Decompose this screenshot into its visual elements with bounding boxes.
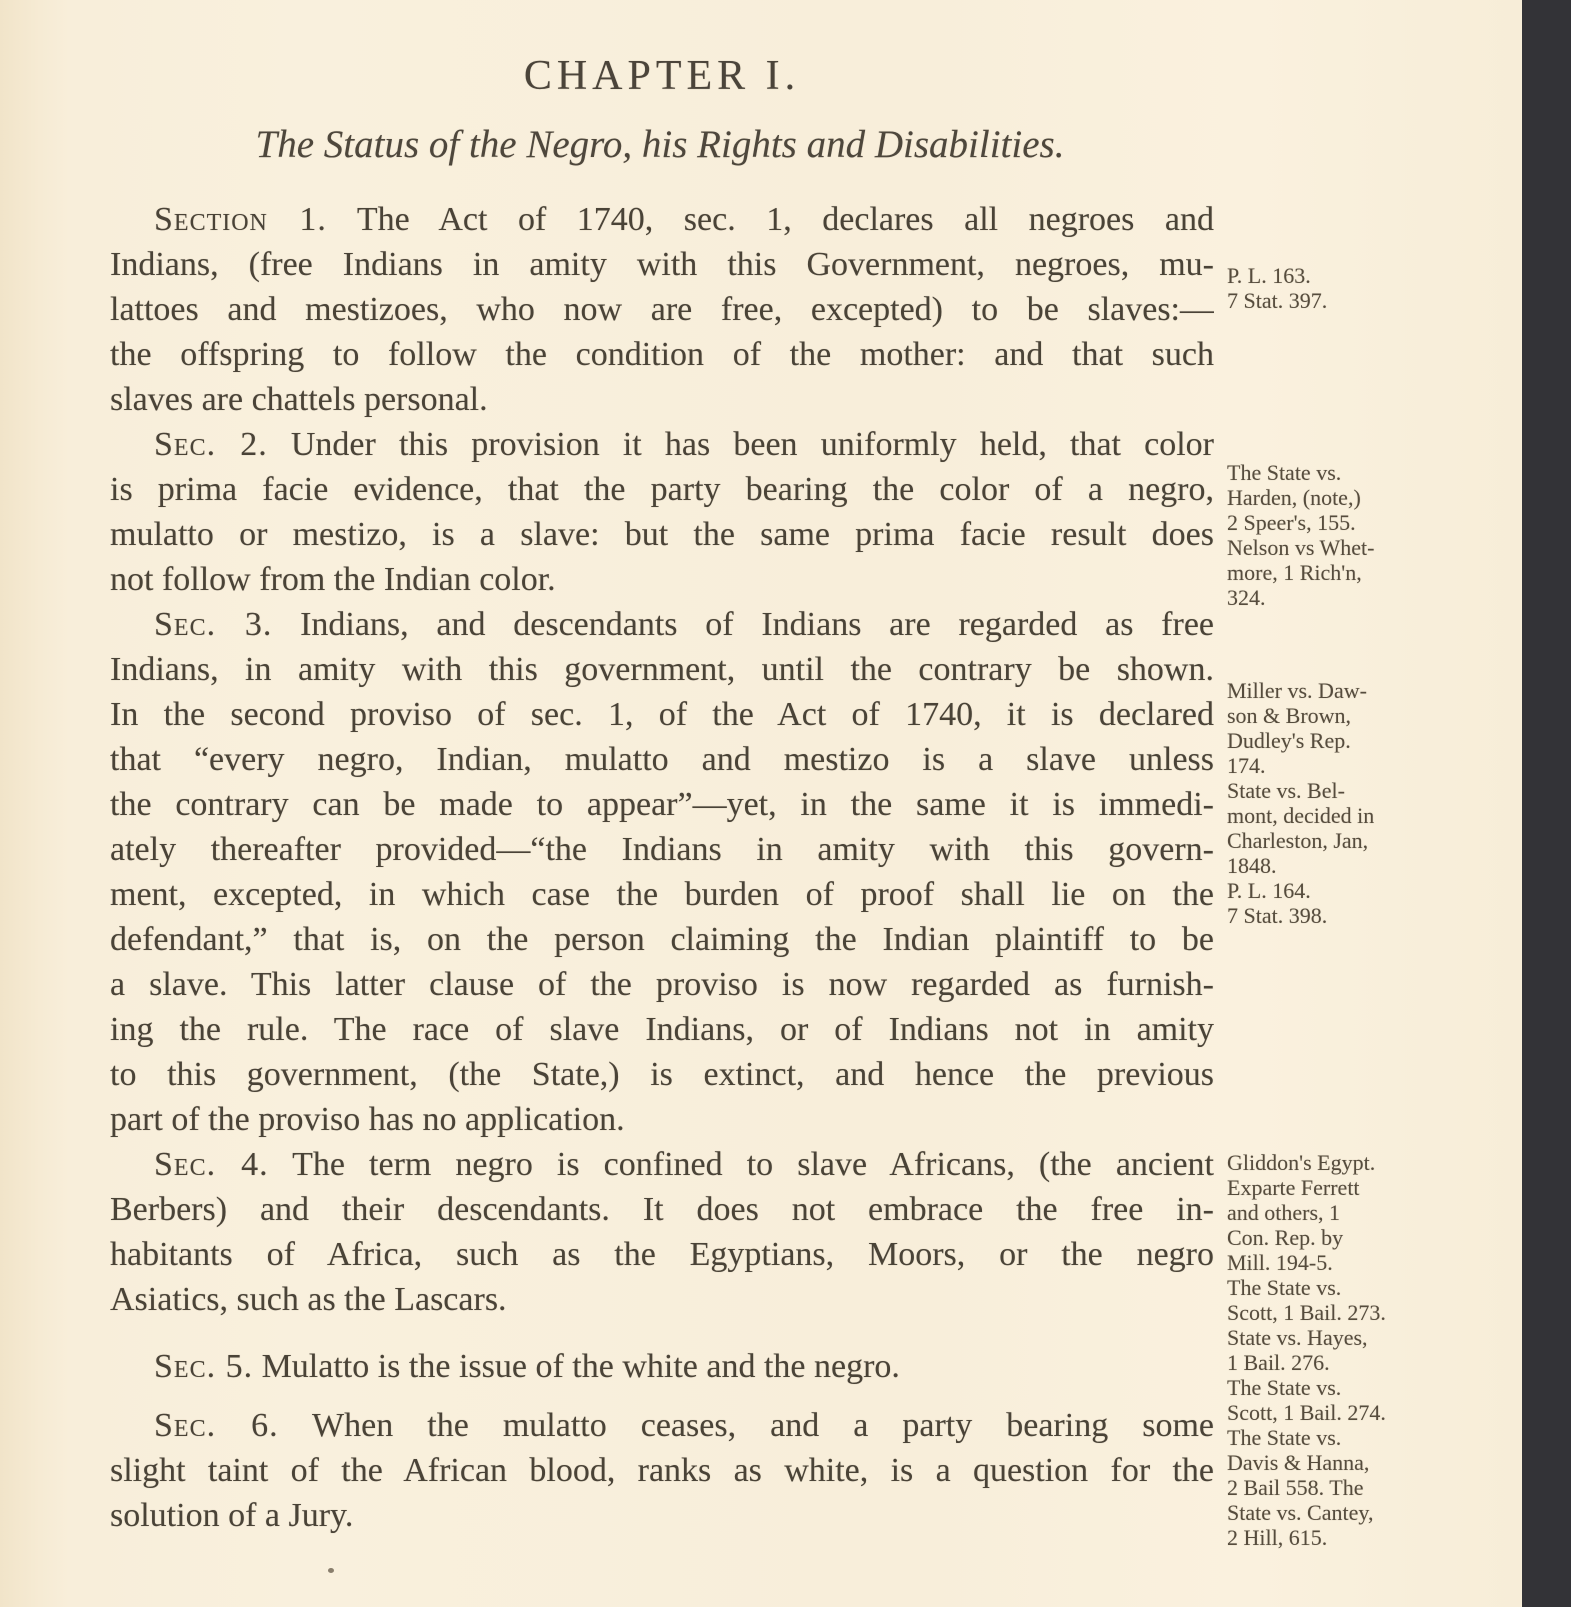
margin-note-line: Harden, (note,) <box>1227 485 1361 510</box>
margin-note <box>1227 263 1487 313</box>
margin-note <box>1227 460 1487 610</box>
text-line: ing the rule. The race of slave Indians, or of Indians not in amity <box>110 1011 1214 1048</box>
chapter-title: CHAPTER I. <box>523 53 801 99</box>
margin-note-line: The State vs. <box>1227 1375 1342 1400</box>
margin-note-line: 324. <box>1227 585 1266 610</box>
margin-note-line: and others, 1 <box>1227 1200 1341 1225</box>
text-line: Indians, (free Indians in amity with this Government, negroes, mu- <box>110 246 1214 283</box>
margin-note-line: 2 Bail 558. The <box>1227 1475 1364 1500</box>
margin-note-line: The State vs. <box>1227 1425 1342 1450</box>
margin-note-line: The State vs. <box>1227 1275 1342 1300</box>
margin-note-line: Scott, 1 Bail. 273. <box>1227 1300 1386 1325</box>
section-paragraph <box>110 1403 1214 1538</box>
text-line: Sec. 4. The term negro is confined to slave Africans, (the ancient <box>154 1146 1214 1183</box>
section-paragraph <box>110 422 1214 602</box>
text-line: the contrary can be made to appear”—yet, in the same it is immedi- <box>110 786 1214 823</box>
text-line: defendant,” that is, on the person claiming the Indian plaintiff to be <box>110 921 1214 958</box>
margin-note <box>1227 1150 1487 1550</box>
margin-note-line: mont, decided in <box>1227 803 1375 828</box>
margin-note-line: Mill. 194-5. <box>1227 1250 1333 1275</box>
margin-note-line: 7 Stat. 397. <box>1227 288 1328 313</box>
section-paragraph <box>110 1142 1214 1322</box>
margin-note-line: Exparte Ferrett <box>1227 1175 1360 1200</box>
text-line: solution of a Jury. <box>110 1497 354 1534</box>
section-label: Section 1. <box>154 201 327 238</box>
margin-note-line: 7 Stat. 398. <box>1227 903 1328 928</box>
text-line: Sec. 5. Mulatto is the issue of the white and the negro. <box>154 1348 900 1385</box>
margin-note-line: Charleston, Jan, <box>1227 828 1369 853</box>
margin-note-line: Davis & Hanna, <box>1227 1450 1370 1475</box>
text-line: is prima facie evidence, that the party bearing the color of a negro, <box>110 471 1214 508</box>
margin-note <box>1227 678 1487 928</box>
text-line: that “every negro, Indian, mulatto and mestizo is a slave unless <box>110 741 1214 778</box>
section-label: Sec. 5. <box>154 1348 254 1385</box>
section-label: Sec. 2. <box>154 426 268 463</box>
text-line: Sec. 6. When the mulatto ceases, and a party bearing some <box>154 1407 1214 1444</box>
section-label: Sec. 4. <box>154 1146 269 1183</box>
text-line: part of the proviso has no application. <box>110 1101 625 1138</box>
section-label: Sec. 6. <box>154 1407 279 1444</box>
text-line: ment, excepted, in which case the burden of proof shall lie on the <box>110 876 1214 913</box>
text-line: slaves are chattels personal. <box>110 381 488 418</box>
text-line: Section 1. The Act of 1740, sec. 1, declares all negroes and <box>154 201 1214 238</box>
section-label: Sec. 3. <box>154 606 273 643</box>
text-line: ately thereafter provided—“the Indians in amity with this govern- <box>110 831 1214 868</box>
margin-note-line: Miller vs. Daw- <box>1227 678 1367 703</box>
margin-note-line: Con. Rep. by <box>1227 1225 1344 1250</box>
margin-note-line: 1848. <box>1227 853 1277 878</box>
text-line: slight taint of the African blood, ranks as white, is a question for the <box>110 1452 1214 1489</box>
margin-note-line: 1 Bail. 276. <box>1227 1350 1330 1375</box>
text-line: habitants of Africa, such as the Egyptians, Moors, or the negro <box>110 1236 1214 1273</box>
text-line: Sec. 3. Indians, and descendants of Indians are regarded as free <box>154 606 1214 643</box>
chapter-subtitle: The Status of the Negro, his Rights and Disabilities. <box>255 123 1065 166</box>
text-line: mulatto or mestizo, is a slave: but the same prima facie result does <box>110 516 1214 553</box>
text-line: Sec. 2. Under this provision it has been uniformly held, that color <box>154 426 1214 463</box>
margin-note-line: 2 Hill, 615. <box>1227 1525 1328 1550</box>
margin-note-line: 174. <box>1227 753 1266 778</box>
scan-edge-band <box>1522 0 1571 1607</box>
text-line: not follow from the Indian color. <box>110 561 556 598</box>
margin-note-line: The State vs. <box>1227 460 1342 485</box>
ink-speck <box>328 1568 334 1573</box>
text-line: In the second proviso of sec. 1, of the Act of 1740, it is declared <box>110 696 1214 733</box>
text-line: lattoes and mestizoes, who now are free, excepted) to be slaves:— <box>110 291 1214 328</box>
text-line: Indians, in amity with this government, until the contrary be shown. <box>110 651 1214 688</box>
margin-note-line: State vs. Hayes, <box>1227 1325 1368 1350</box>
text-line: a slave. This latter clause of the proviso is now regarded as furnish- <box>110 966 1214 1003</box>
margin-note-line: P. L. 163. <box>1227 263 1311 288</box>
margin-note-line: State vs. Bel- <box>1227 778 1345 803</box>
margin-note-line: P. L. 164. <box>1227 878 1311 903</box>
margin-note-line: Gliddon's Egypt. <box>1227 1150 1376 1175</box>
margin-note-line: son & Brown, <box>1227 703 1352 728</box>
margin-note-line: Dudley's Rep. <box>1227 728 1351 753</box>
section-paragraph <box>110 197 1214 422</box>
text-line: to this government, (the State,) is extinct, and hence the previous <box>110 1056 1214 1093</box>
margin-note-line: more, 1 Rich'n, <box>1227 560 1362 585</box>
text-line: the offspring to follow the condition of the mother: and that such <box>110 336 1214 373</box>
margin-note-line: 2 Speer's, 155. <box>1227 510 1356 535</box>
margin-note-line: Nelson vs Whet- <box>1227 535 1375 560</box>
margin-note-line: Scott, 1 Bail. 274. <box>1227 1400 1386 1425</box>
text-line: Berbers) and their descendants. It does not embrace the free in- <box>110 1191 1214 1228</box>
body-text-column <box>110 197 1214 1538</box>
text-line: Asiatics, such as the Lascars. <box>110 1281 507 1318</box>
section-paragraph <box>110 1344 1214 1389</box>
margin-note-line: State vs. Cantey, <box>1227 1500 1374 1525</box>
section-paragraph <box>110 602 1214 1142</box>
